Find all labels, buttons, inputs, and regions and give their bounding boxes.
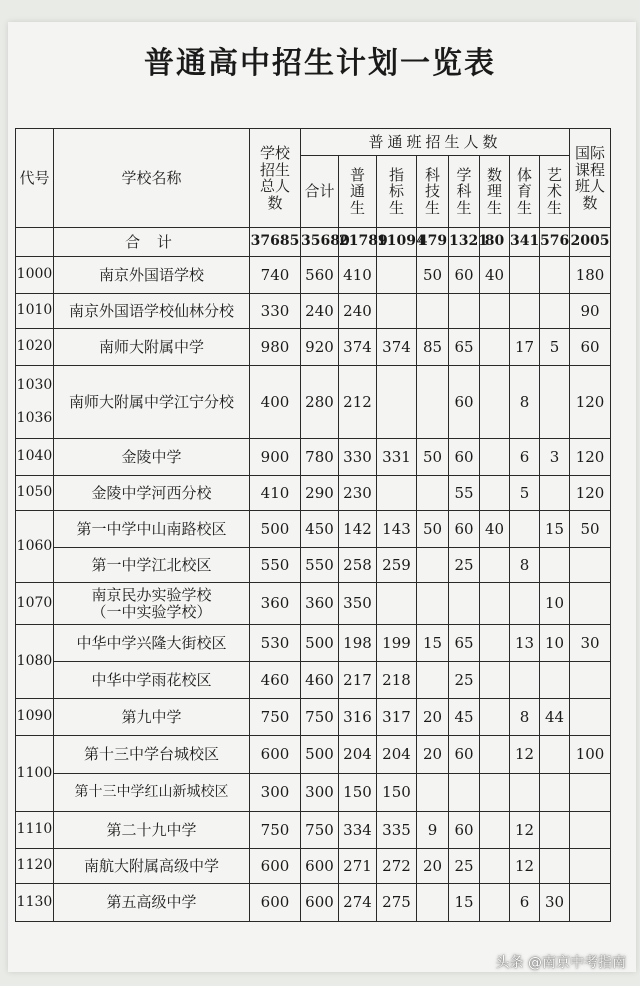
header-arts: 艺术生 xyxy=(540,156,570,228)
header-general-group: 普通班招生人数 xyxy=(301,129,570,156)
header-regular: 普通生 xyxy=(339,156,377,228)
table-row: 1110 第二十九中学 750 750 334 335 9 60 12 xyxy=(16,812,611,849)
table-row: 1090 第九中学 750 750 316 317 20 45 8 44 xyxy=(16,699,611,736)
table-row: 中华中学雨花校区 460 460 217 218 25 xyxy=(16,662,611,699)
watermark: 头条 @南京中考指南 xyxy=(495,955,626,971)
table-row: 1080 中华中学兴隆大街校区 530 500 198 199 15 65 13 10 30 xyxy=(16,625,611,662)
table-row: 1050 金陵中学河西分校 410 290 230 55 5 120 xyxy=(16,476,611,511)
totals-row: 合 计 37685 35680 21789 11094 479 1321 80 341 576 2005 xyxy=(16,228,611,257)
table-row: 1030 1036 南师大附属中学江宁分校 400 280 212 60 8 120 xyxy=(16,366,611,439)
table-row: 1010 南京外国语学校仙林分校 330 240 240 90 xyxy=(16,294,611,329)
header-school-name: 学校名称 xyxy=(54,129,250,228)
header-row-1 xyxy=(16,129,611,156)
enrollment-table xyxy=(15,128,611,922)
header-school-total: 学校招生总人数 xyxy=(250,129,301,228)
table-row: 1130 第五高级中学 600 600 274 275 15 6 30 xyxy=(16,884,611,922)
header-sports: 体育生 xyxy=(510,156,540,228)
totals-label: 合 计 xyxy=(54,228,250,257)
header-quota: 指标生 xyxy=(377,156,417,228)
table-row: 1000 南京外国语学校 740 560 410 50 60 40 180 xyxy=(16,257,611,294)
table-row: 1060 第一中学中山南路校区 500 450 142 143 50 60 40 15 50 xyxy=(16,511,611,548)
table-row: 1070 南京民办实验学校 （一中实验学校） 360 360 350 10 xyxy=(16,583,611,625)
header-code: 代号 xyxy=(16,129,54,228)
table-row: 1020 南师大附属中学 980 920 374 374 85 65 17 5 60 xyxy=(16,329,611,366)
header-subtotal: 合计 xyxy=(301,156,339,228)
table-row: 1040 金陵中学 900 780 330 331 50 60 6 3 120 xyxy=(16,439,611,476)
header-subject: 学科生 xyxy=(449,156,480,228)
header-intl: 国际课程班人数 xyxy=(570,129,611,228)
table-row: 第十三中学红山新城校区 300 300 150 150 xyxy=(16,774,611,812)
table-row: 1120 南航大附属高级中学 600 600 271 272 20 25 12 xyxy=(16,849,611,884)
header-tech: 科技生 xyxy=(417,156,449,228)
header-math-sci: 数理生 xyxy=(480,156,510,228)
page-title: 普通高中招生计划一览表 xyxy=(144,46,496,81)
table-row: 第一中学江北校区 550 550 258 259 25 8 xyxy=(16,548,611,583)
table-row: 1100 第十三中学台城校区 600 500 204 204 20 60 12 100 xyxy=(16,736,611,774)
